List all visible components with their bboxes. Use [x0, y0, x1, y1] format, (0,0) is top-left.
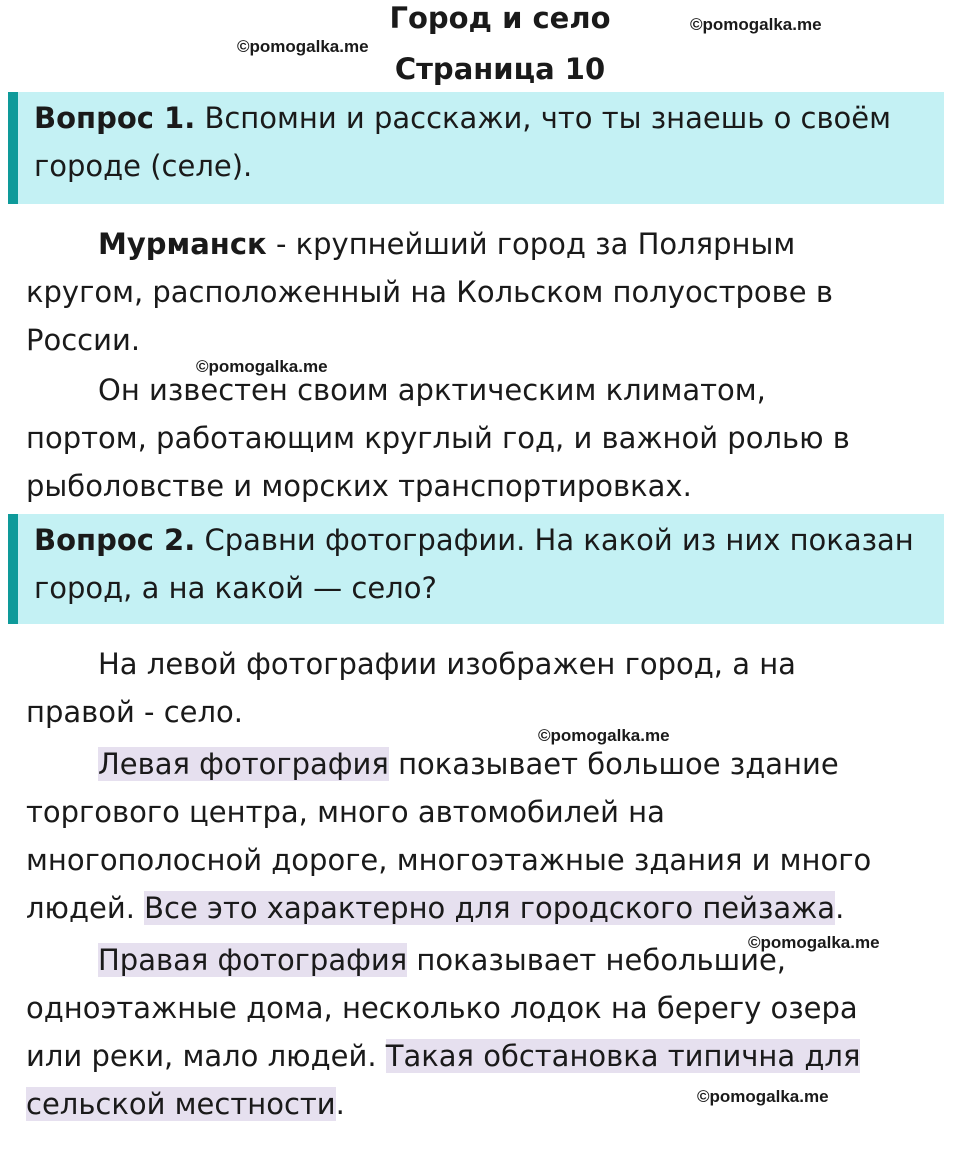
highlight-left-photo: Левая фотография: [98, 747, 389, 781]
highlight-village-conclusion: сельской местности: [26, 1087, 336, 1121]
answer-2-line: [26, 1080, 936, 1128]
answer-1-paragraph-1: [26, 220, 936, 364]
city-name: Мурманск: [98, 227, 267, 261]
answer-2-line: торгового центра, много автомобилей на: [26, 795, 665, 829]
answer-text: .: [835, 891, 845, 925]
answer-1-line: Он известен своим арктическим климатом,: [98, 373, 766, 407]
question-1-label: Вопрос 1.: [34, 101, 196, 135]
answer-2-paragraph-2: [26, 740, 936, 932]
answer-1-line: кругом, расположенный на Кольском полуострове в: [26, 275, 833, 309]
watermark: ©pomogalka.me: [237, 37, 369, 56]
answer-text: или реки, мало людей.: [26, 1039, 377, 1073]
answer-1-line: [26, 220, 936, 268]
question-1-box: [8, 92, 944, 204]
watermark: ©pomogalka.me: [690, 15, 822, 34]
answer-1-line: России.: [26, 323, 141, 357]
answer-1-line: портом, работающим круглый год, и важной ролью в: [26, 421, 850, 455]
answer-2-line: [26, 936, 936, 984]
question-2-text: Сравни фотографии. На какой из них показан: [204, 523, 914, 557]
answer-2-line: многополосной дороге, многоэтажные здания и много: [26, 843, 872, 877]
answer-2-line: одноэтажные дома, несколько лодок на берегу озера: [26, 991, 858, 1025]
answer-2-line: [26, 740, 936, 788]
watermark: ©pomogalka.me: [538, 726, 670, 745]
question-1-line-2: городе (селе).: [34, 149, 253, 183]
question-1-text: Вспомни и расскажи, что ты знаешь о своём: [204, 101, 892, 135]
answer-text: людей.: [26, 891, 135, 925]
question-2-box: [8, 514, 944, 624]
watermark: ©pomogalka.me: [697, 1087, 829, 1106]
answer-text: показывает небольшие,: [416, 943, 787, 977]
answer-1-paragraph-2: [26, 366, 936, 510]
answer-1-line: рыболовстве и морских транспортировках.: [26, 469, 692, 503]
answer-2-paragraph-3: [26, 936, 936, 1128]
answer-2-paragraph-1: [26, 640, 936, 736]
highlight-village-conclusion: Такая обстановка типична для: [385, 1039, 861, 1073]
highlight-right-photo: Правая фотография: [98, 943, 408, 977]
question-1-line-1: [34, 94, 928, 142]
highlight-city-conclusion: Все это характерно для городского пейзажа: [144, 891, 836, 925]
watermark: ©pomogalka.me: [196, 357, 328, 376]
answer-2-line: [26, 1032, 936, 1080]
answer-text: - крупнейший город за Полярным: [275, 227, 796, 261]
answer-text: показывает большое здание: [398, 747, 839, 781]
question-2-line-1: [34, 516, 928, 564]
answer-2-line: На левой фотографии изображен город, а на: [98, 647, 796, 681]
answer-2-line: [26, 884, 936, 932]
answer-2-line: правой - село.: [26, 695, 244, 729]
page-title: Город и село: [389, 1, 611, 35]
answer-text: .: [335, 1087, 345, 1121]
question-2-line-2: город, а на какой — село?: [34, 571, 437, 605]
page-subtitle: Страница 10: [394, 52, 606, 86]
watermark: ©pomogalka.me: [748, 933, 880, 952]
question-2-label: Вопрос 2.: [34, 523, 196, 557]
